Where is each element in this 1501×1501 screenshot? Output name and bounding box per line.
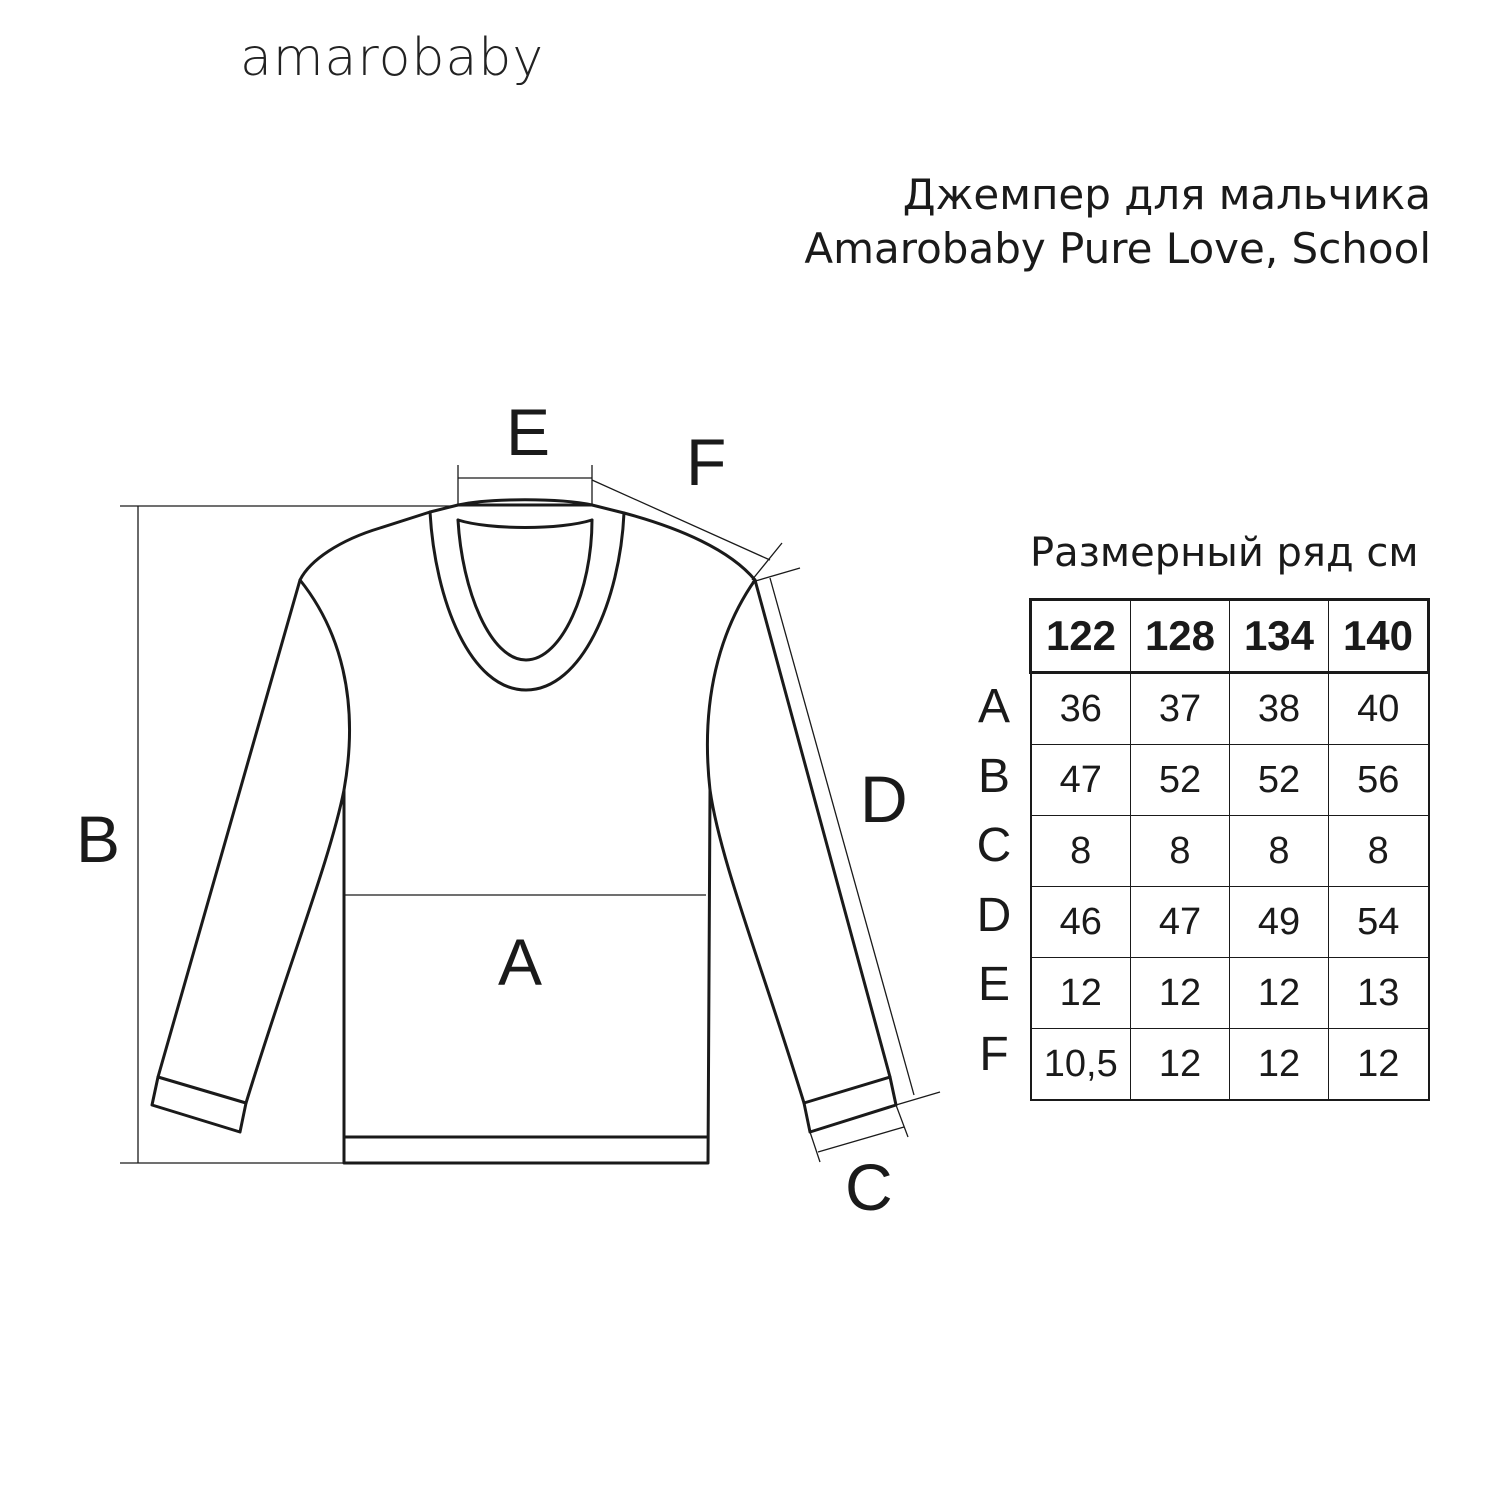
dim-f-line bbox=[592, 480, 770, 560]
size-header: 134 bbox=[1230, 600, 1329, 673]
table-cell: 38 bbox=[1230, 673, 1329, 745]
size-header: 140 bbox=[1329, 600, 1429, 673]
table-row bbox=[1031, 673, 1429, 745]
dim-label-e: E bbox=[506, 395, 551, 469]
product-title-line-2: Amarobaby Pure Love, School bbox=[804, 224, 1431, 273]
dim-d-line bbox=[770, 578, 914, 1095]
size-table-caption: Размерный ряд см bbox=[1030, 530, 1419, 576]
table-cell: 54 bbox=[1329, 887, 1429, 958]
table-cell: 52 bbox=[1131, 745, 1230, 816]
brand-logo: amarobaby bbox=[240, 28, 545, 88]
dim-label-d: D bbox=[860, 762, 908, 836]
dim-label-a: A bbox=[498, 925, 543, 999]
table-cell: 49 bbox=[1230, 887, 1329, 958]
table-cell: 12 bbox=[1329, 1029, 1429, 1101]
table-cell: 37 bbox=[1131, 673, 1230, 745]
table-cell: 52 bbox=[1230, 745, 1329, 816]
table-row bbox=[1031, 745, 1429, 816]
collar-back-inner bbox=[458, 520, 592, 528]
table-row bbox=[1031, 816, 1429, 887]
table-cell: 46 bbox=[1031, 887, 1131, 958]
row-label: A bbox=[977, 680, 1010, 733]
table-cell: 8 bbox=[1131, 816, 1230, 887]
table-row bbox=[1031, 1029, 1429, 1101]
left-cuff bbox=[152, 1077, 246, 1132]
table-row bbox=[1031, 887, 1429, 958]
size-table-row-labels bbox=[972, 672, 1016, 1089]
table-cell: 56 bbox=[1329, 745, 1429, 816]
table-cell: 12 bbox=[1131, 1029, 1230, 1101]
table-cell: 8 bbox=[1329, 816, 1429, 887]
table-cell: 8 bbox=[1230, 816, 1329, 887]
table-cell: 36 bbox=[1031, 673, 1131, 745]
dim-c-right-ext bbox=[896, 1105, 908, 1137]
dim-c-left-ext bbox=[810, 1132, 820, 1162]
table-cell: 10,5 bbox=[1031, 1029, 1131, 1101]
product-title-line-1: Джемпер для мальчика bbox=[902, 170, 1431, 219]
dim-label-b: B bbox=[76, 802, 121, 876]
table-cell: 8 bbox=[1031, 816, 1131, 887]
row-label: B bbox=[977, 749, 1010, 803]
row-label: C bbox=[976, 819, 1012, 872]
right-sleeve bbox=[710, 580, 890, 1103]
row-label: D bbox=[976, 888, 1012, 942]
table-cell: 12 bbox=[1131, 958, 1230, 1029]
size-table bbox=[1029, 598, 1430, 1101]
size-header: 122 bbox=[1031, 600, 1131, 673]
table-cell: 13 bbox=[1329, 958, 1429, 1029]
table-cell: 12 bbox=[1230, 1029, 1329, 1101]
table-cell: 12 bbox=[1230, 958, 1329, 1029]
table-row bbox=[1031, 958, 1429, 1029]
right-cuff bbox=[804, 1077, 896, 1132]
left-sleeve bbox=[158, 580, 344, 1103]
table-cell: 12 bbox=[1031, 958, 1131, 1029]
table-cell: 40 bbox=[1329, 673, 1429, 745]
dim-label-f: F bbox=[686, 425, 727, 499]
dim-c-line bbox=[818, 1127, 904, 1152]
neckline-inner bbox=[458, 520, 592, 660]
dim-label-c: C bbox=[845, 1150, 893, 1224]
table-cell: 47 bbox=[1031, 745, 1131, 816]
size-table-header bbox=[1031, 600, 1429, 673]
size-header: 128 bbox=[1131, 600, 1230, 673]
dim-d-bottom-ext bbox=[896, 1092, 940, 1105]
table-cell: 47 bbox=[1131, 887, 1230, 958]
row-label: E bbox=[977, 958, 1010, 1011]
row-label: F bbox=[979, 1027, 1009, 1081]
sweater-body bbox=[300, 505, 755, 1163]
